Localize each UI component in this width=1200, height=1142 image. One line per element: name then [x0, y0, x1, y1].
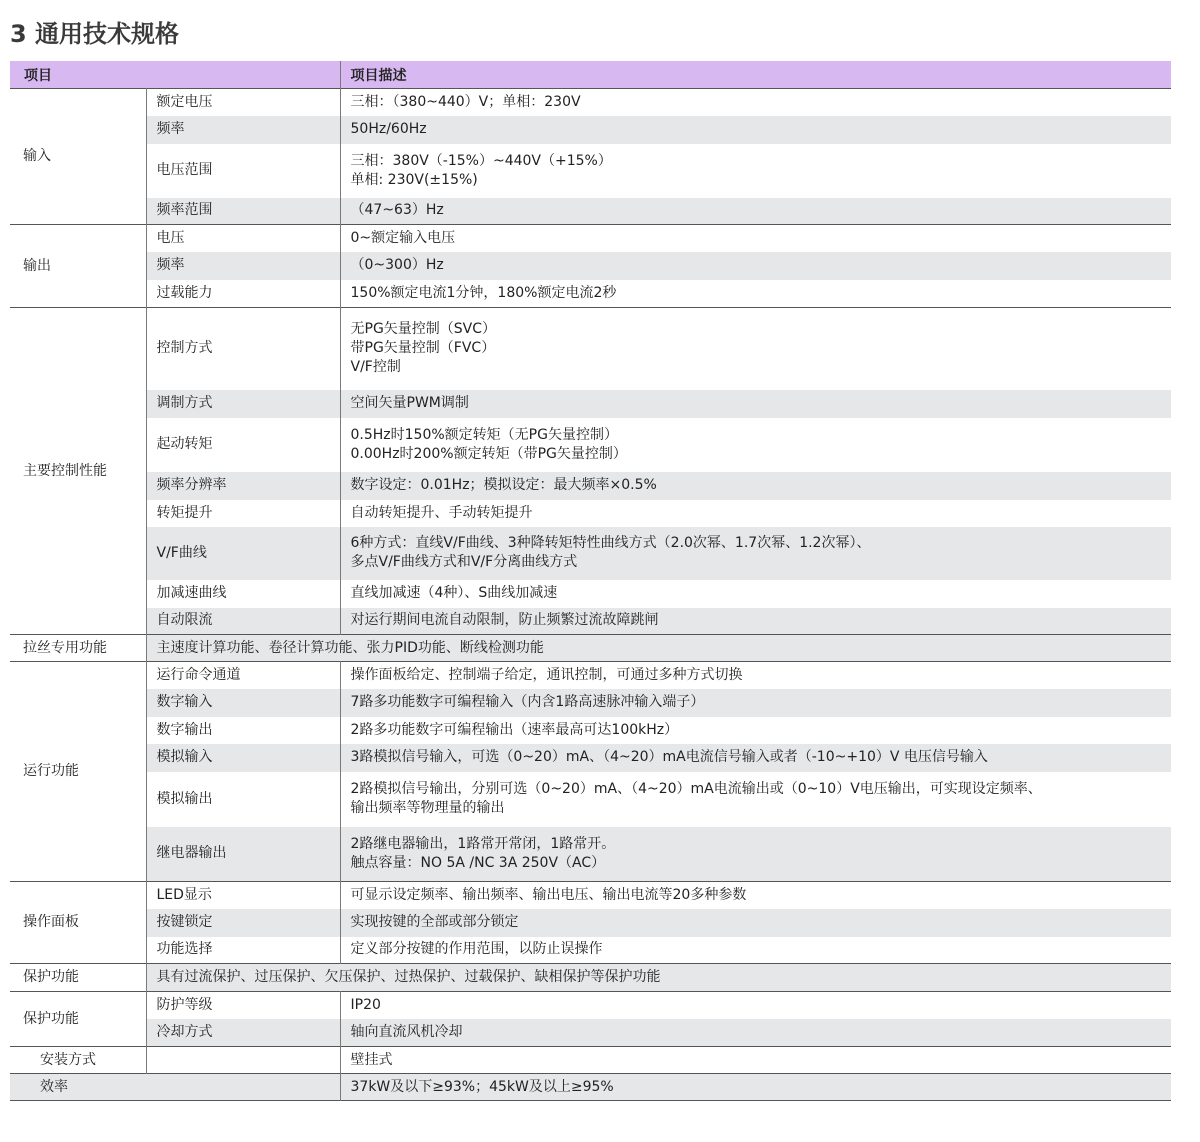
table-row [10, 1047, 1171, 1074]
description-line: 2路模拟信号输出，分别可选（0~20）mA、（4~20）mA电流输出或（0~10）V电压输出，可实现设定频率、 [350, 781, 1042, 797]
description-cell [340, 527, 1171, 580]
description-cell [340, 937, 1171, 964]
table-row [10, 992, 1171, 1019]
table-row [10, 882, 1171, 909]
table-header [10, 61, 1171, 89]
category-label: 安装方式 [10, 1047, 146, 1074]
table-row [10, 500, 1171, 527]
description-line: 3路模拟信号输入，可选（0~20）mA、（4~20）mA电流信号输入或者（-10~+10）V 电压信号输入 [350, 749, 988, 765]
item-label: 调制方式 [146, 390, 340, 418]
category-label: 效率 [10, 1074, 340, 1101]
description-cell [340, 608, 1171, 635]
item-label: 数字输出 [146, 717, 340, 744]
table-row [10, 1074, 1171, 1101]
description-line: 多点V/F曲线方式和V/F分离曲线方式 [350, 554, 578, 570]
description-line: 0.00Hz时200%额定转矩（带PG矢量控制） [350, 445, 627, 462]
description-cell [340, 992, 1171, 1019]
item-label: 控制方式 [146, 308, 340, 390]
description-line: 7路多功能数字可编程输入（内含1路高速脉冲输入端子） [350, 694, 705, 710]
table-row [10, 827, 1171, 882]
description-line: 2路继电器输出，1路常开常闭，1路常开。 [350, 835, 616, 852]
table-row [10, 472, 1171, 500]
header-description: 项目描述 [340, 61, 1171, 89]
table-row [10, 662, 1171, 689]
item-label: 转矩提升 [146, 500, 340, 527]
description-line: 轴向直流风机冷却 [350, 1023, 463, 1040]
spec-group [10, 964, 1171, 992]
description-line: 定义部分按键的作用范围，以防止误操作 [350, 941, 603, 958]
table-row [10, 909, 1171, 937]
description-line: 无PG矢量控制（SVC） [350, 321, 497, 338]
description-cell [340, 89, 1171, 116]
table-row [10, 937, 1171, 964]
description-cell [340, 882, 1171, 909]
item-label: 自动限流 [146, 608, 340, 635]
description-cell [340, 1047, 1171, 1074]
item-label: LED显示 [146, 882, 340, 909]
description-cell [340, 717, 1171, 744]
item-label: 运行命令通道 [146, 662, 340, 689]
description-line: 实现按键的全部或部分锁定 [350, 914, 519, 930]
table-row [10, 89, 1171, 116]
description-cell [340, 1074, 1171, 1101]
item-label: 过载能力 [146, 280, 340, 308]
table-row [10, 689, 1171, 717]
description-line: 6种方式：直线V/F曲线、3种降转矩特性曲线方式（2.0次幂、1.7次幂、1.2次幂）、 [350, 535, 871, 551]
item-label: 按键锁定 [146, 909, 340, 937]
table-row [10, 144, 1171, 198]
category-label: 保护功能 [10, 964, 146, 992]
description-cell [340, 772, 1171, 827]
table-row [10, 390, 1171, 418]
description-cell [340, 280, 1171, 308]
item-label: 冷却方式 [146, 1019, 340, 1047]
description-line: IP20 [350, 996, 381, 1013]
category-label: 运行功能 [10, 662, 146, 882]
description-line: （0~300）Hz [350, 257, 444, 273]
item-label: 频率 [146, 252, 340, 280]
spec-group [10, 662, 1171, 882]
description-cell: 具有过流保护、过压保护、欠压保护、过热保护、过载保护、缺相保护等保护功能 [146, 964, 1171, 992]
spec-group [10, 992, 1171, 1047]
description-line: V/F控制 [350, 359, 401, 376]
item-label: 加减速曲线 [146, 580, 340, 608]
description-line: 0~额定输入电压 [350, 229, 456, 246]
item-label: 模拟输入 [146, 744, 340, 772]
spec-group [10, 1074, 1171, 1101]
description-cell [340, 1019, 1171, 1047]
table-row [10, 280, 1171, 308]
description-line: 150%额定电流1分钟，180%额定电流2秒 [350, 284, 617, 301]
description-line: 空间矢量PWM调制 [350, 395, 469, 411]
spec-group [10, 882, 1171, 964]
description-cell [340, 662, 1171, 689]
item-label: 频率分辨率 [146, 472, 340, 500]
description-cell [340, 198, 1171, 225]
item-label: 数字输入 [146, 689, 340, 717]
description-line: 壁挂式 [350, 1051, 393, 1068]
description-line: 三相：（380~440）V；单相：230V [350, 93, 581, 110]
description-line: 可显示设定频率、输出频率、输出电压、输出电流等20多种参数 [350, 886, 747, 903]
item-label: 模拟输出 [146, 772, 340, 827]
item-label: V/F曲线 [146, 527, 340, 580]
table-row [10, 1019, 1171, 1047]
description-line: 直线加减速（4种）、S曲线加减速 [350, 585, 558, 601]
description-line: 37kW及以下≥93%；45kW及以上≥95% [350, 1078, 614, 1095]
description-cell [340, 472, 1171, 500]
description-line: 数字设定：0.01Hz；模拟设定：最大频率×0.5% [350, 477, 657, 493]
description-cell [340, 144, 1171, 198]
item-label [146, 1047, 340, 1074]
table-row [10, 225, 1171, 252]
category-label: 操作面板 [10, 882, 146, 964]
table-row [10, 635, 1171, 662]
category-label: 主要控制性能 [10, 308, 146, 635]
item-label: 继电器输出 [146, 827, 340, 882]
table-row [10, 308, 1171, 390]
description-line: 单相: 230V(±15%) [350, 171, 478, 188]
table-row [10, 580, 1171, 608]
description-cell [340, 116, 1171, 144]
description-cell [340, 418, 1171, 472]
description-line: 操作面板给定、控制端子给定，通讯控制，可通过多种方式切换 [350, 666, 743, 683]
category-label: 输入 [10, 89, 146, 225]
table-row [10, 116, 1171, 144]
table-row [10, 252, 1171, 280]
description-cell [340, 390, 1171, 418]
description-cell [340, 225, 1171, 252]
description-cell [340, 500, 1171, 527]
description-cell [340, 909, 1171, 937]
item-label: 功能选择 [146, 937, 340, 964]
category-label: 输出 [10, 225, 146, 308]
description-cell [340, 744, 1171, 772]
spec-group [10, 89, 1171, 225]
item-label: 额定电压 [146, 89, 340, 116]
item-label: 电压 [146, 225, 340, 252]
description-line: 带PG矢量控制（FVC） [350, 340, 496, 357]
description-line: 触点容量：NO 5A /NC 3A 250V（AC） [350, 854, 606, 871]
item-label: 频率 [146, 116, 340, 144]
description-cell [340, 689, 1171, 717]
category-label: 保护功能 [10, 992, 146, 1047]
table-row [10, 717, 1171, 744]
description-line: （47~63）Hz [350, 202, 444, 219]
table-row [10, 608, 1171, 635]
item-label: 电压范围 [146, 144, 340, 198]
description-line: 自动转矩提升、手动转矩提升 [350, 504, 533, 521]
description-line: 0.5Hz时150%额定转矩（无PG矢量控制） [350, 426, 618, 443]
page-title: 3 通用技术规格 [10, 20, 180, 48]
spec-table [10, 61, 1171, 1101]
spec-group [10, 225, 1171, 308]
table-row [10, 198, 1171, 225]
category-label: 拉丝专用功能 [10, 635, 146, 662]
description-line: 2路多功能数字可编程输出（速率最高可达100kHz） [350, 721, 679, 738]
header-item: 项目 [10, 61, 340, 89]
description-cell [340, 827, 1171, 882]
description-line: 50Hz/60Hz [350, 121, 427, 137]
description-cell [340, 580, 1171, 608]
item-label: 起动转矩 [146, 418, 340, 472]
table-row [10, 964, 1171, 992]
spec-group [10, 308, 1171, 635]
description-line: 三相：380V（-15%）~440V（+15%） [350, 152, 612, 169]
table-row [10, 744, 1171, 772]
table-row [10, 418, 1171, 472]
item-label: 频率范围 [146, 198, 340, 225]
description-line: 对运行期间电流自动限制，防止频繁过流故障跳闸 [350, 612, 659, 629]
table-row [10, 527, 1171, 580]
item-label: 防护等级 [146, 992, 340, 1019]
spec-group [10, 1047, 1171, 1074]
description-cell [340, 252, 1171, 280]
description-cell [340, 308, 1171, 390]
spec-group [10, 635, 1171, 662]
description-cell: 主速度计算功能、卷径计算功能、张力PID功能、断线检测功能 [146, 635, 1171, 662]
description-line: 输出频率等物理量的输出 [350, 800, 505, 816]
table-row [10, 772, 1171, 827]
